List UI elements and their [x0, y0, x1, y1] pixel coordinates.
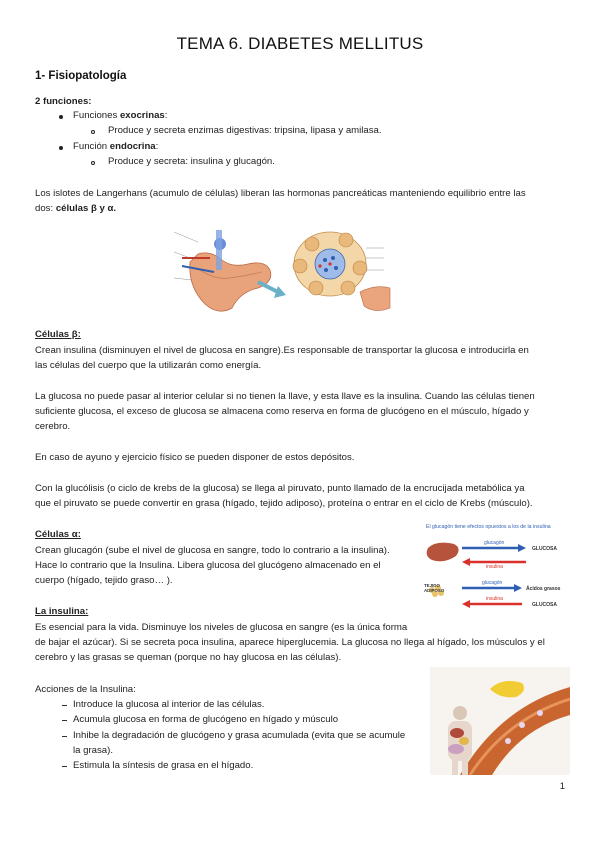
- insulin-body-illustration: [430, 667, 570, 775]
- beta-p1: Crean insulina (disminuyen el nivel de glucosa en sangre).Es responsable de transportar la glucosa e introducirla en: [35, 345, 529, 356]
- fig-label-acidos: Ácidos grasos: [526, 586, 561, 592]
- alpha-cells-heading: Células α:: [35, 529, 81, 540]
- islotes-paragraph-line1: Los islotes de Langerhans (acumulo de células) liberan las hormonas pancreáticas manteniendo equilibrio entre las: [35, 188, 526, 199]
- functions-subheading: 2 funciones:: [35, 96, 92, 107]
- insulin-p2: de bajar el azúcar). Si se secreta poca insulina, aparece hiperglucemia. La glucosa no llega al hígado, los músculos y el: [35, 637, 545, 648]
- glucagon-insulin-figure: [422, 524, 564, 620]
- insulin-p1: Es esencial para la vida. Disminuye los niveles de glucosa en sangre (es la única forma: [35, 622, 408, 633]
- fig-label-glucagon: glucagón: [484, 540, 505, 546]
- dash-bullet-icon: [62, 720, 67, 721]
- insulin-heading: La insulina:: [35, 606, 89, 617]
- beta-p2: las células del cuerpo que la utilizarán como energía.: [35, 360, 262, 371]
- beta-p8: que el piruvato se puede convertir en grasa (hígado, tejido adiposo), proteína o entrar en el ciclo de Krebs (músculo).: [35, 498, 533, 509]
- beta-p6: En caso de ayuno y ejercicio físico se pueden disponer de estos depósitos.: [35, 452, 355, 463]
- function-endocrine-detail: Produce y secreta: insulina y glucagón.: [108, 156, 275, 167]
- page-title: TEMA 6. DIABETES MELLITUS: [176, 34, 424, 53]
- fig-label-tejido: TEJIDO ADIPOSO: [424, 583, 445, 593]
- bullet-icon: [59, 146, 63, 150]
- insulin-p3: cerebro y las grasas se queman (porque no hay glucosa en las células).: [35, 652, 342, 663]
- beta-p7: Con la glucólisis (o ciclo de krebs de la glucosa) se llega al piruvato, punto llamado de la encrucijada metabólica ya: [35, 483, 525, 494]
- figure-caption: El glucagón tiene efectos opuestos a los de la insulina: [426, 524, 551, 530]
- islotes-paragraph-line2: dos: células β y α.: [35, 203, 117, 214]
- page-number: 1: [559, 781, 565, 792]
- fig-label-glucosa2: GLUCOSA: [532, 602, 557, 608]
- beta-p3: La glucosa no puede pasar al interior celular si no tienen la llave, y esta llave es la insulina. Cuando las células tienen: [35, 391, 535, 402]
- function-endocrine: Función endocrina:: [73, 141, 159, 152]
- sub-bullet-icon: [91, 130, 95, 134]
- beta-p5: cerebro.: [35, 421, 71, 432]
- dash-bullet-icon: [62, 736, 67, 737]
- insulin-action-3a: Inhibe la degradación de glucógeno y grasa acumulada (evita que se acumule: [73, 730, 406, 741]
- alpha-p2: Hace lo contrario que la Insulina. Libera glucosa del glucógeno almacenado en el: [35, 560, 381, 571]
- bullet-icon: [59, 115, 63, 119]
- sub-bullet-icon: [91, 161, 95, 165]
- dash-bullet-icon: [62, 766, 67, 767]
- function-exocrine-detail: Produce y secreta enzimas digestivas: tripsina, lipasa y amilasa.: [108, 125, 382, 136]
- insulin-actions-heading: Acciones de la Insulina:: [35, 684, 136, 695]
- alpha-p3: cuerpo (hígado, tejido graso… ).: [35, 575, 173, 586]
- fig-label-glucosa: GLUCOSA: [532, 546, 557, 552]
- fig-label-insulina2: insulina: [486, 596, 503, 602]
- pancreas-islet-illustration: [170, 222, 392, 320]
- section-heading-fisiopatologia: 1- Fisiopatología: [35, 70, 127, 82]
- alpha-p1: Crean glucagón (sube el nivel de glucosa en sangre, todo lo contrario a la insulina).: [35, 545, 390, 556]
- insulin-action-2: Acumula glucosa en forma de glucógeno en hígado y músculo: [73, 714, 339, 725]
- function-exocrine: Funciones exocrinas:: [73, 110, 168, 121]
- insulin-action-3b: la grasa).: [73, 745, 113, 756]
- insulin-action-1: Introduce la glucosa al interior de las células.: [73, 699, 265, 710]
- dash-bullet-icon: [62, 705, 67, 706]
- beta-cells-heading: Células β:: [35, 329, 81, 340]
- beta-p4: suficiente glucosa, el exceso de glucosa se almacena como reserva en forma de glucógeno en el músculo, hígado y: [35, 406, 529, 417]
- insulin-action-4: Estimula la síntesis de grasa en el hígado.: [73, 760, 254, 771]
- fig-label-insulina: insulina: [486, 564, 503, 570]
- fig-label-glucagon2: glucagón: [482, 580, 503, 586]
